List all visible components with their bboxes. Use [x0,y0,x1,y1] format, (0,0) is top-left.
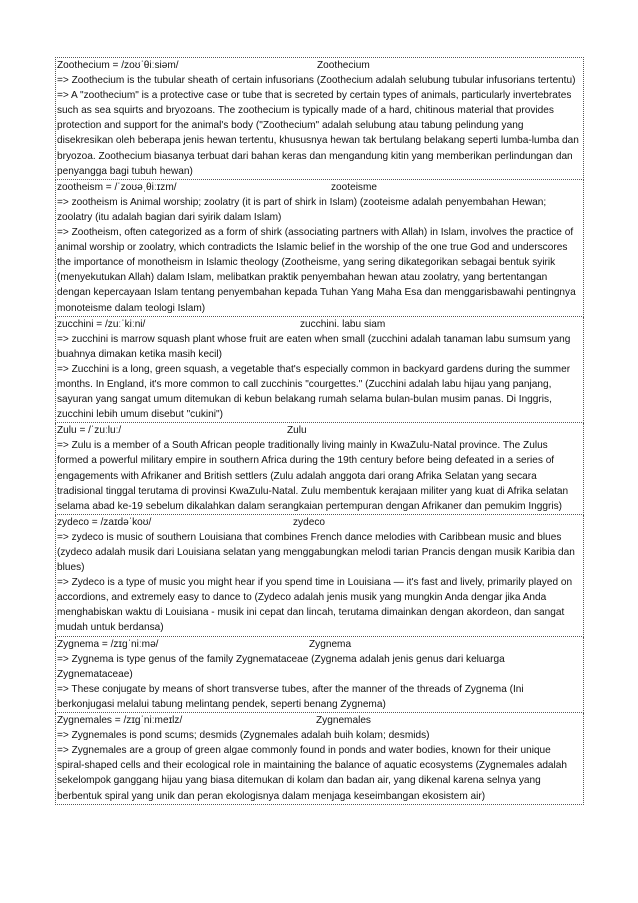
entry-translation: zooteisme [331,181,378,193]
entry-definition: => Zygnemales is pond scums; desmids (Zygnemales adalah buih kolam; desmids) [57,728,581,743]
entry-definition: => zucchini is marrow squash plant whose fruit are eaten when small (zucchini adalah tanaman labu sumsum yang buahnya dimakan ketika masih kecil) [57,332,581,362]
dictionary-entry [55,317,584,424]
entry-headword: Zoothecium = /zoʊˈθiːsiəm/ [57,60,179,71]
entry-headword: Zulu = /ˈzuːluː/ [57,425,122,437]
entry-definition: => Zoothecium is the tubular sheath of certain infusorians (Zoothecium adalah selubung tubular infusorians tertentu) [57,73,581,88]
dictionary-entry [55,180,584,317]
dictionary-entry [55,57,584,180]
entry-headword: zydeco = /zaɪdəˈkoʊ/ [57,516,152,528]
entry-headword: Zygnema = /zɪɡˈniːmə/ [57,638,159,650]
entry-translation: Zygnemales [316,715,371,727]
entry-translation: zucchini. labu siam [300,318,386,330]
entry-definition: => Zygnemales are a group of green algae commonly found in ponds and water bodies, known for their unique spiral-shaped cells and their ecological role in maintaining the balance of aquatic ecosystems (Zygnemales adalah sekelompok ganggang hijau yang biasa ditemukan di kolam dan badan air, yang dikenal karena selnya yang berbentuk spiral yang unik dan peran ekologisnya dalam menjaga keseimbangan ekosistem air) [57,743,581,803]
entry-headword: Zygnemales = /zɪɡˈniːmeɪlz/ [57,715,183,727]
entry-definition: => zydeco is music of southern Louisiana that combines French dance melodies with Caribbean music and blues (zydeco adalah musik dari Louisiana selatan yang menggabungkan melodi tarian Prancis dengan musik Karibia dan blues) [57,530,581,575]
entry-headline [57,180,581,195]
dictionary-entry [55,515,584,637]
dictionary-page [55,57,584,805]
entry-headword: zootheism = /ˈzoʊəˌθiːɪzm/ [57,181,177,193]
entry-definition: => Zucchini is a long, green squash, a vegetable that's especially common in backyard gardens during the summer months. In England, it's more common to call zucchinis "courgettes." (Zucchini adalah labu hijau yang panjang, sayuran yang sangat umum ditemukan di kebun belakang rumah selama bulan-bulan musim panas. Di Inggris, zucchini lebih umum disebut "cukini") [57,362,581,422]
entry-headline [57,515,581,530]
entry-definition: => These conjugate by means of short transverse tubes, after the manner of the threads of Zygnema (Ini berkonjugasi melalui tabung melintang pendek, seperti benang Zygnema) [57,682,581,712]
entry-headword: zucchini = /zuːˈkiːni/ [57,318,146,330]
entry-definition: => Zygnema is type genus of the family Zygnemataceae (Zygnema adalah jenis genus dari keluarga Zygnemataceae) [57,652,581,682]
entry-definition: => Zootheism, often categorized as a form of shirk (associating partners with Allah) in Islam, involves the practice of animal worship or zoolatry, which contradicts the Islamic belief in the worship of the one true God and underscores the importance of monotheism in Islamic theology (Zootheisme, yang sering dikategorikan sebagai bentuk syirik (menyekutukan Allah) dalam Islam, melibatkan praktik penyembahan hewan atau zoolatry, yang bertentangan dengan kepercayaan Islam tentang penyembahan kepada Tuhan Yang Maha Esa dan menggarisbawahi pentingnya monoteisme dalam teologi Islam) [57,225,581,316]
entry-definition: => Zulu is a member of a South African people traditionally living mainly in KwaZulu-Natal province. The Zulus formed a powerful military empire in southern Africa during the 19th century before being defeated in a series of engagements with Afrikaner and British settlers (Zulu adalah anggota dari orang Afrika Selatan yang secara tradisional tinggal terutama di provinsi KwaZulu-Natal. Zulu membentuk kerajaan militer yang kuat di Afrika selatan selama abad ke-19 sebelum dikalahkan dalam serangkaian pertempuran dengan Afrikaner dan pemukim Inggris) [57,438,581,513]
entry-definition: => zootheism is Animal worship; zoolatry (it is part of shirk in Islam) (zooteisme adalah penyembahan Hewan; zoolatry (itu adalah bagian dari syirik dalam Islam) [57,195,581,225]
dictionary-entry [55,713,584,805]
entry-definition: => A "zoothecium" is a protective case or tube that is secreted by certain types of animals, particularly invertebrates such as sea squirts and bryozoans. The zoothecium is typically made of a hard, chitinous material that provides protection and support for the animal's body ("Zoothecium" adalah selubung atau tabung pelindung yang disekresikan oleh beberapa jenis hewan tertentu, khususnya hewan tak bertulang belakang seperti lumba-lumba dan bryozoa. Zoothecium biasanya terbuat dari bahan keras dan mengandung kitin yang memberikan perlindungan dan penyangga bagi tubuh hewan) [57,88,581,179]
dictionary-entry [55,637,584,713]
entry-translation: Zoothecium [317,60,370,71]
entry-translation: Zygnema [309,638,352,650]
entry-headline [57,637,581,652]
entry-headline [57,713,581,728]
entry-translation: zydeco [293,516,325,528]
entry-headline [57,423,581,438]
entry-headline [57,317,581,332]
entry-translation: Zulu [287,425,307,437]
dictionary-entry [55,423,584,515]
entry-definition: => Zydeco is a type of music you might hear if you spend time in Louisiana — it's fast and lively, primarily played on accordions, and extremely easy to dance to (Zydeco adalah jenis musik yang mungkin Anda dengar jika Anda menghabiskan waktu di Louisiana - musik ini cepat dan lincah, terutama dimainkan dengan akordeon, dan sangat mudah untuk berdansa) [57,575,581,635]
entry-headline [57,58,581,73]
